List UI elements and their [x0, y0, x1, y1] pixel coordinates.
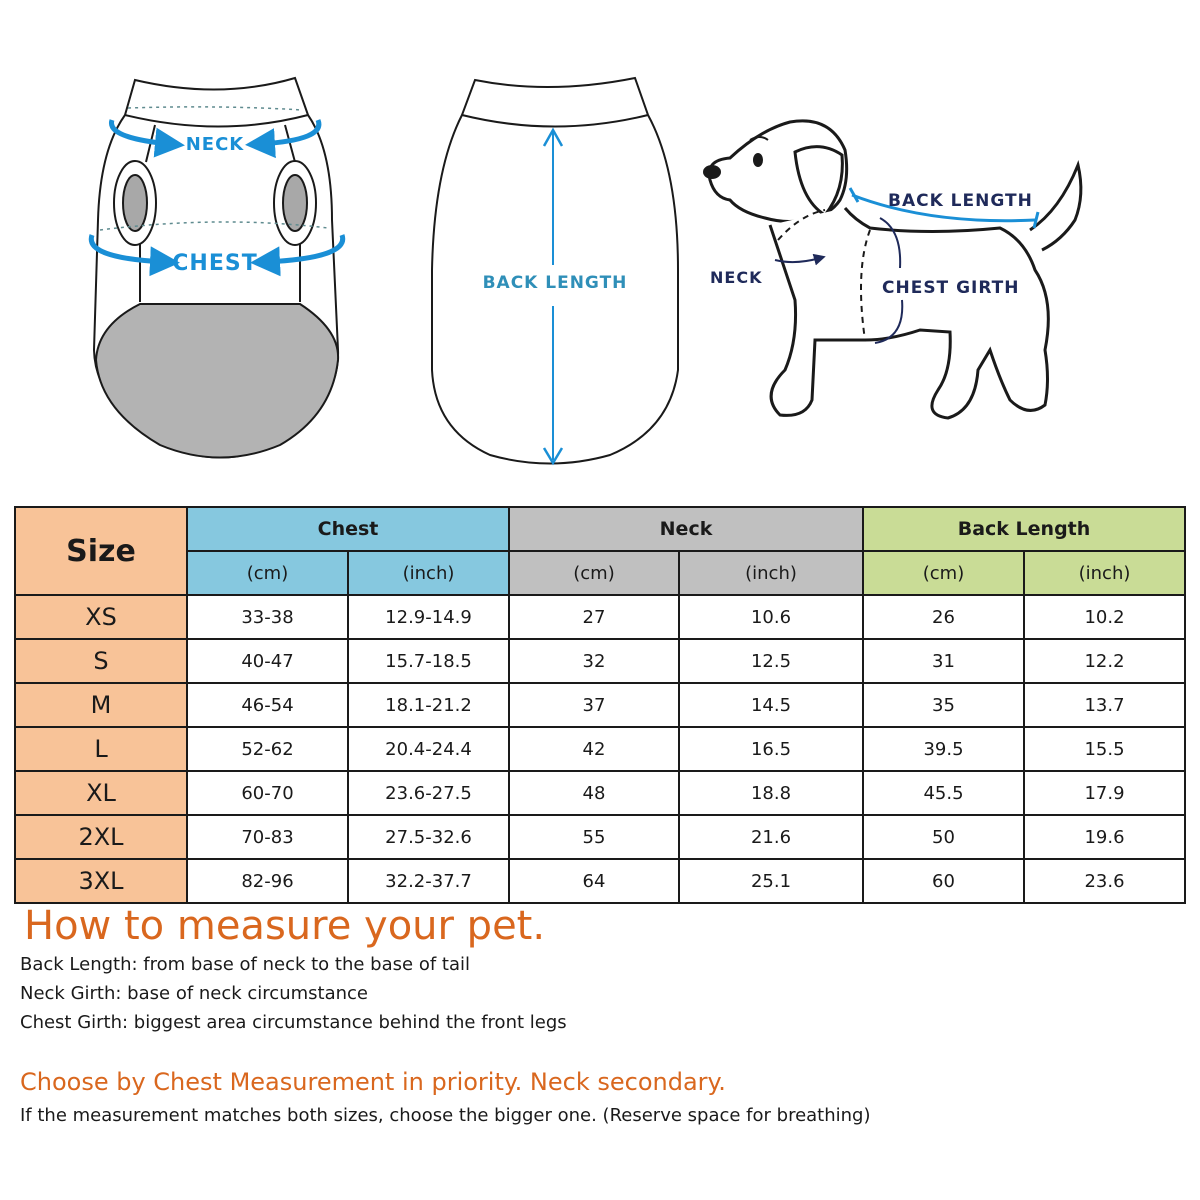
- neck-cm-cell: 55: [509, 815, 679, 859]
- size-cell: M: [15, 683, 187, 727]
- back-length-label: BACK LENGTH: [482, 273, 628, 293]
- size-cell: XS: [15, 595, 187, 639]
- size-cell: 2XL: [15, 815, 187, 859]
- back-inch-cell: 23.6: [1024, 859, 1185, 903]
- chest-cm-cell: 52-62: [187, 727, 348, 771]
- back-cm-cell: 31: [863, 639, 1024, 683]
- neck-label: NECK: [185, 134, 245, 155]
- back-inch-cell: 12.2: [1024, 639, 1185, 683]
- neck-cm-header: (cm): [509, 551, 679, 595]
- dog-neck-label: NECK: [710, 268, 763, 287]
- chest-cm-cell: 46-54: [187, 683, 348, 727]
- chest-cm-cell: 33-38: [187, 595, 348, 639]
- chest-inch-cell: 15.7-18.5: [348, 639, 509, 683]
- size-cell: L: [15, 727, 187, 771]
- chest-inch-cell: 27.5-32.6: [348, 815, 509, 859]
- size-cell: S: [15, 639, 187, 683]
- chest-inch-header: (inch): [348, 551, 509, 595]
- table-row-3xl: [15, 859, 1185, 903]
- chest-girth-instruction: Chest Girth: biggest area circumstance behind the front legs: [20, 1012, 567, 1033]
- back-cm-cell: 39.5: [863, 727, 1024, 771]
- back-inch-cell: 17.9: [1024, 771, 1185, 815]
- table-row-xs: [15, 595, 1185, 639]
- neck-cm-cell: 27: [509, 595, 679, 639]
- back-inch-cell: 19.6: [1024, 815, 1185, 859]
- chest-inch-cell: 18.1-21.2: [348, 683, 509, 727]
- neck-inch-cell: 10.6: [679, 595, 863, 639]
- measurement-illustrations: [0, 0, 1200, 480]
- back-length-cm-header: (cm): [863, 551, 1024, 595]
- dog-diagram: [690, 100, 1110, 450]
- neck-inch-cell: 16.5: [679, 727, 863, 771]
- neck-inch-cell: 12.5: [679, 639, 863, 683]
- table-row-l: [15, 727, 1185, 771]
- dog-back-length-label: BACK LENGTH: [888, 191, 1033, 211]
- size-cell: XL: [15, 771, 187, 815]
- chest-inch-cell: 20.4-24.4: [348, 727, 509, 771]
- neck-cm-cell: 48: [509, 771, 679, 815]
- neck-inch-cell: 21.6: [679, 815, 863, 859]
- neck-inch-cell: 14.5: [679, 683, 863, 727]
- garment-back-diagram: [420, 70, 690, 470]
- size-cell: 3XL: [15, 859, 187, 903]
- how-to-measure-heading: How to measure your pet.: [24, 903, 546, 949]
- neck-inch-cell: 18.8: [679, 771, 863, 815]
- table-row-s: [15, 639, 1185, 683]
- neck-cm-cell: 42: [509, 727, 679, 771]
- back-cm-cell: 50: [863, 815, 1024, 859]
- chest-inch-cell: 32.2-37.7: [348, 859, 509, 903]
- chest-cm-cell: 40-47: [187, 639, 348, 683]
- back-inch-cell: 13.7: [1024, 683, 1185, 727]
- back-cm-cell: 45.5: [863, 771, 1024, 815]
- neck-inch-header: (inch): [679, 551, 863, 595]
- back-cm-cell: 35: [863, 683, 1024, 727]
- back-length-instruction: Back Length: from base of neck to the base of tail: [20, 954, 470, 975]
- back-cm-cell: 60: [863, 859, 1024, 903]
- chest-inch-cell: 12.9-14.9: [348, 595, 509, 639]
- chest-group-header: Chest: [187, 507, 509, 551]
- dog-chest-girth-label: CHEST GIRTH: [882, 278, 1020, 298]
- chest-cm-cell: 82-96: [187, 859, 348, 903]
- back-length-group-header: Back Length: [863, 507, 1185, 551]
- garment-front-diagram: [70, 70, 370, 470]
- chest-cm-cell: 60-70: [187, 771, 348, 815]
- size-column-header: Size: [15, 507, 187, 595]
- chest-label: CHEST: [172, 251, 258, 276]
- back-length-inch-header: (inch): [1024, 551, 1185, 595]
- neck-cm-cell: 37: [509, 683, 679, 727]
- back-inch-cell: 10.2: [1024, 595, 1185, 639]
- chest-cm-header: (cm): [187, 551, 348, 595]
- chest-inch-cell: 23.6-27.5: [348, 771, 509, 815]
- priority-note: Choose by Chest Measurement in priority. Neck secondary.: [20, 1068, 726, 1096]
- back-cm-cell: 26: [863, 595, 1024, 639]
- neck-cm-cell: 64: [509, 859, 679, 903]
- table-row-xl: [15, 771, 1185, 815]
- size-choice-note: If the measurement matches both sizes, choose the bigger one. (Reserve space for breathing): [20, 1105, 871, 1126]
- neck-inch-cell: 25.1: [679, 859, 863, 903]
- table-row-m: [15, 683, 1185, 727]
- neck-group-header: Neck: [509, 507, 863, 551]
- back-inch-cell: 15.5: [1024, 727, 1185, 771]
- neck-girth-instruction: Neck Girth: base of neck circumstance: [20, 983, 368, 1004]
- chest-cm-cell: 70-83: [187, 815, 348, 859]
- neck-cm-cell: 32: [509, 639, 679, 683]
- table-row-2xl: [15, 815, 1185, 859]
- size-chart-table: [14, 506, 1186, 904]
